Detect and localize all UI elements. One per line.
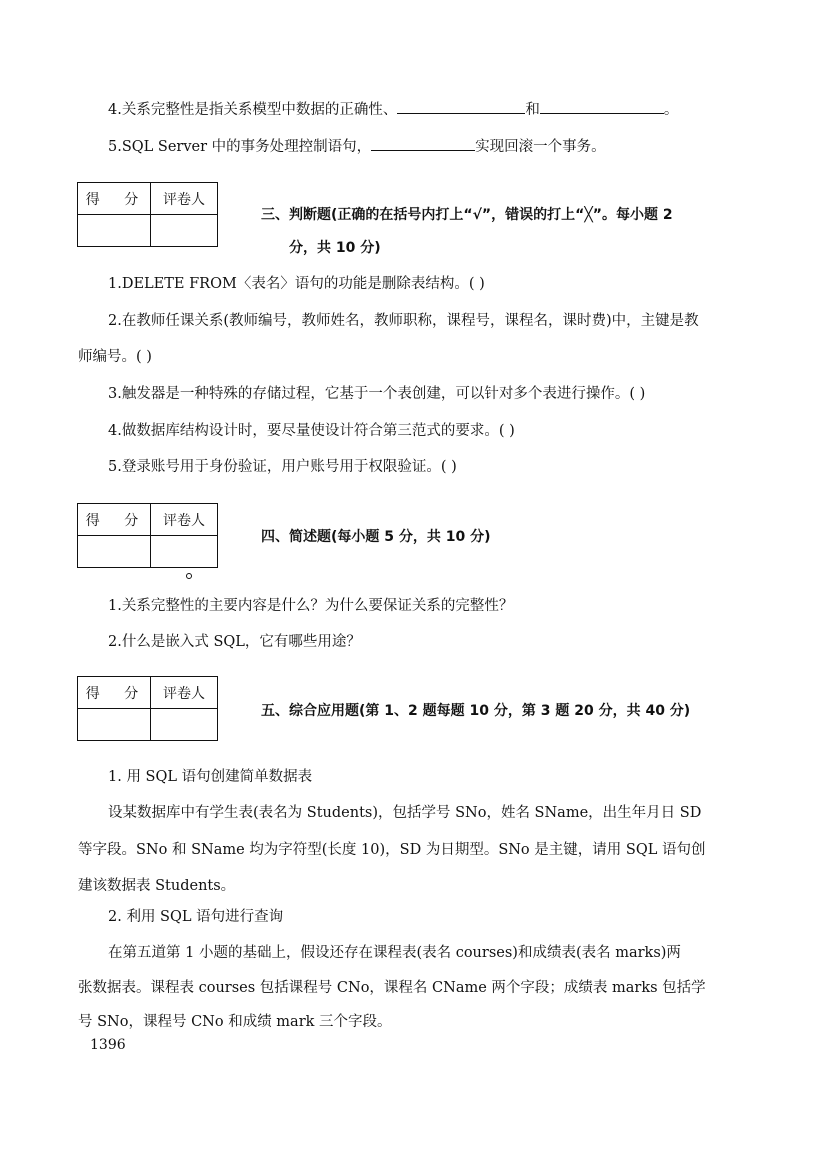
grader-cell	[151, 215, 218, 247]
section-3-title-line-1: 三、判断题(正确的在括号内打上“√”，错误的打上“╳”。每小题 2	[261, 207, 673, 223]
section-3-question-4: 4.做数据库结构设计时，要尽量使设计符合第三范式的要求。( )	[108, 423, 515, 439]
section-3-question-3: 3.触发器是一种特殊的存储过程，它基于一个表创建，可以针对多个表进行操作。( )	[108, 386, 646, 402]
section-3-question-1: 1.DELETE FROM〈表名〉语句的功能是删除表结构。( )	[108, 276, 485, 292]
dot-mark	[186, 573, 192, 579]
section-5-heading-2: 2. 利用 SQL 语句进行查询	[108, 909, 284, 925]
grader-label: 评卷人	[151, 677, 218, 709]
section-5-paragraph-line: 在第五道第 1 小题的基础上，假设还存在课程表(表名 courses)和成绩表(表名 marks)两	[108, 945, 681, 961]
section-5-paragraph-line: 建该数据表 Students。	[78, 878, 236, 894]
section-4-question-1: 1.关系完整性的主要内容是什么？为什么要保证关系的完整性？	[108, 598, 514, 614]
question-4-conjunction: 和	[525, 102, 540, 118]
score-cell	[78, 709, 151, 741]
section-4-question-2: 2.什么是嵌入式 SQL，它有哪些用途？	[108, 634, 361, 650]
score-label: 得 分	[78, 183, 151, 215]
grader-cell	[151, 536, 218, 568]
section-3-question-2: 2.在教师任课关系(教师编号，教师姓名，教师职称，课程号，课程名，课时费)中，主键是教	[108, 313, 699, 329]
grader-label: 评卷人	[151, 183, 218, 215]
question-5-end: 实现回滚一个事务。	[475, 139, 606, 155]
page-number: 1396	[90, 1037, 126, 1053]
grader-cell	[151, 709, 218, 741]
score-box-section-5	[77, 676, 218, 741]
question-5-text: 5.SQL Server 中的事务处理控制语句，	[108, 139, 372, 155]
score-box-section-3	[77, 182, 218, 247]
section-5-heading-1: 1. 用 SQL 语句创建简单数据表	[108, 769, 313, 785]
grader-label: 评卷人	[151, 504, 218, 536]
section-4-title: 四、简述题(每小题 5 分，共 10 分)	[261, 529, 491, 545]
score-cell	[78, 536, 151, 568]
score-label: 得 分	[78, 677, 151, 709]
section-3-title-line-2: 分，共 10 分)	[289, 240, 381, 256]
section-3-question-5: 5.登录账号用于身份验证，用户账号用于权限验证。( )	[108, 459, 457, 475]
answer-blank	[540, 99, 664, 114]
section-5-paragraph-line: 设某数据库中有学生表(表名为 Students)，包括学号 SNo，姓名 SName，出生年月日 SD	[108, 805, 702, 821]
question-4	[108, 99, 678, 120]
section-5-paragraph-line: 张数据表。课程表 courses 包括课程号 CNo，课程名 CName 两个字段；成绩表 marks 包括学	[78, 980, 706, 996]
score-label: 得 分	[78, 504, 151, 536]
question-4-end: 。	[663, 102, 679, 118]
question-5	[108, 136, 606, 157]
section-5-paragraph-line: 等字段。SNo 和 SName 均为字符型(长度 10)，SD 为日期型。SNo 是主键，请用 SQL 语句创	[78, 842, 706, 858]
section-3-question-2-continued: 师编号。( )	[78, 349, 152, 365]
score-box-section-4	[77, 503, 218, 568]
section-5-paragraph-line: 号 SNo，课程号 CNo 和成绩 mark 三个字段。	[78, 1014, 392, 1030]
answer-blank	[397, 99, 525, 114]
score-cell	[78, 215, 151, 247]
section-5-title: 五、综合应用题(第 1、2 题每题 10 分，第 3 题 20 分，共 40 分)	[261, 703, 691, 719]
answer-blank	[371, 136, 475, 151]
question-4-text: 4.关系完整性是指关系模型中数据的正确性、	[108, 102, 398, 118]
